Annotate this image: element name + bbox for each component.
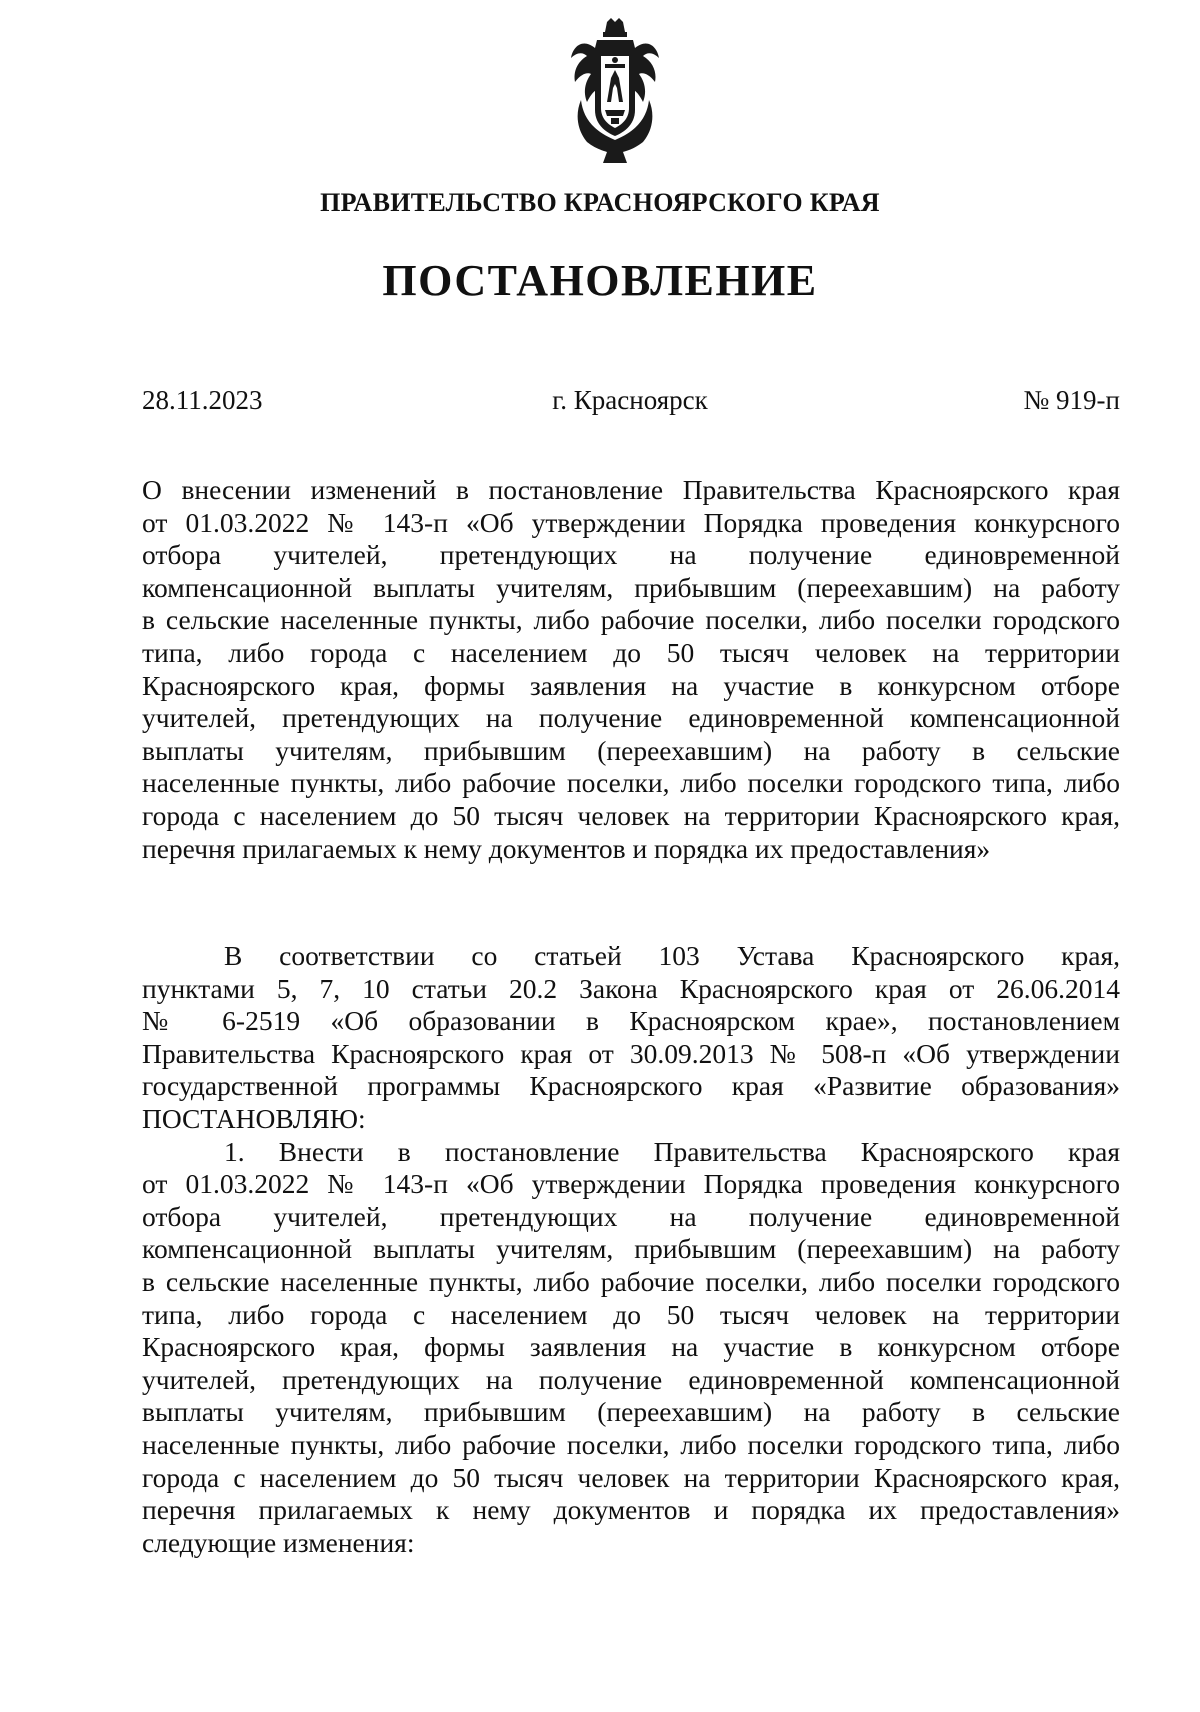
document-place: г. Красноярск bbox=[552, 385, 708, 415]
title-line: О внесении изменений в постановление Правительства Красноярского края bbox=[142, 474, 1120, 505]
title-line: компенсационной выплаты учителям, прибывшим (переехавшим) на работу bbox=[142, 571, 1120, 603]
title-line: Красноярского края, формы заявления на участие в конкурсном отборе bbox=[142, 669, 1120, 701]
item-1-line: города с населением до 50 тысяч человек на территории Красноярского края, bbox=[142, 1461, 1120, 1493]
title-line: типа, либо города с населением до 50 тысяч человек на территории bbox=[142, 636, 1120, 668]
item-1-line: компенсационной выплаты учителям, прибывшим (переехавшим) на работу bbox=[142, 1233, 1120, 1265]
document-type-heading: ПОСТАНОВЛЕНИЕ bbox=[382, 256, 818, 305]
preamble-line: государственной программы Красноярского края «Развитие образования» bbox=[142, 1070, 1120, 1102]
item-1-line: перечня прилагаемых к нему документов и порядка их предоставления» bbox=[142, 1494, 1120, 1526]
item-1-line: 1. Внести в постановление Правительства Красноярского края bbox=[224, 1135, 1120, 1167]
title-line: в сельские населенные пункты, либо рабочие поселки, либо поселки городского bbox=[142, 604, 1120, 636]
preamble-resolution-word: ПОСТАНОВЛЯЮ: bbox=[142, 1102, 366, 1134]
item-1-line: типа, либо города с населением до 50 тысяч человек на территории bbox=[142, 1298, 1120, 1330]
title-line: населенные пункты, либо рабочие поселки, либо поселки городского типа, либо bbox=[142, 767, 1120, 799]
document-body bbox=[142, 940, 1120, 1559]
item-1-line: отбора учителей, претендующих на получение единовременной bbox=[142, 1200, 1120, 1232]
item-1-line: населенные пункты, либо рабочие поселки, либо поселки городского типа, либо bbox=[142, 1428, 1120, 1460]
item-1-line: в сельские населенные пункты, либо рабочие поселки, либо поселки городского bbox=[142, 1265, 1120, 1297]
title-line: от 01.03.2022 № 143-п «Об утверждении Порядка проведения конкурсного bbox=[142, 506, 1120, 538]
title-line: города с населением до 50 тысяч человек на территории Красноярского края, bbox=[142, 799, 1120, 831]
preamble-line: Правительства Красноярского края от 30.09.2013 № 508-п «Об утверждении bbox=[142, 1037, 1120, 1069]
item-1-line: следующие изменения: bbox=[142, 1526, 415, 1558]
document-title bbox=[142, 474, 1120, 865]
item-1-line: Красноярского края, формы заявления на участие в конкурсном отборе bbox=[142, 1331, 1120, 1363]
item-1-line: учителей, претендующих на получение единовременной компенсационной bbox=[142, 1363, 1120, 1395]
item-1-line: от 01.03.2022 № 143-п «Об утверждении Порядка проведения конкурсного bbox=[142, 1168, 1120, 1200]
document-number: № 919-п bbox=[1023, 385, 1120, 415]
title-line: учителей, претендующих на получение единовременной компенсационной bbox=[142, 702, 1120, 734]
preamble-line: пунктами 5, 7, 10 статьи 20.2 Закона Красноярского края от 26.06.2014 bbox=[142, 972, 1120, 1004]
title-line: перечня прилагаемых к нему документов и порядка их предоставления» bbox=[142, 832, 991, 864]
preamble-line: № 6-2519 «Об образовании в Красноярском крае», постановлением bbox=[142, 1005, 1120, 1037]
document-date: 28.11.2023 bbox=[142, 385, 263, 415]
item-1-line: выплаты учителям, прибывшим (переехавшим) на работу в сельские bbox=[142, 1396, 1120, 1428]
preamble-line: В соответствии со статьей 103 Устава Красноярского края, bbox=[224, 940, 1120, 971]
coat-of-arms-emblem bbox=[567, 18, 663, 163]
issuing-authority: ПРАВИТЕЛЬСТВО КРАСНОЯРСКОГО КРАЯ bbox=[320, 188, 880, 217]
title-line: отбора учителей, претендующих на получение единовременной bbox=[142, 539, 1120, 571]
title-line: выплаты учителям, прибывшим (переехавшим) на работу в сельские bbox=[142, 734, 1120, 766]
